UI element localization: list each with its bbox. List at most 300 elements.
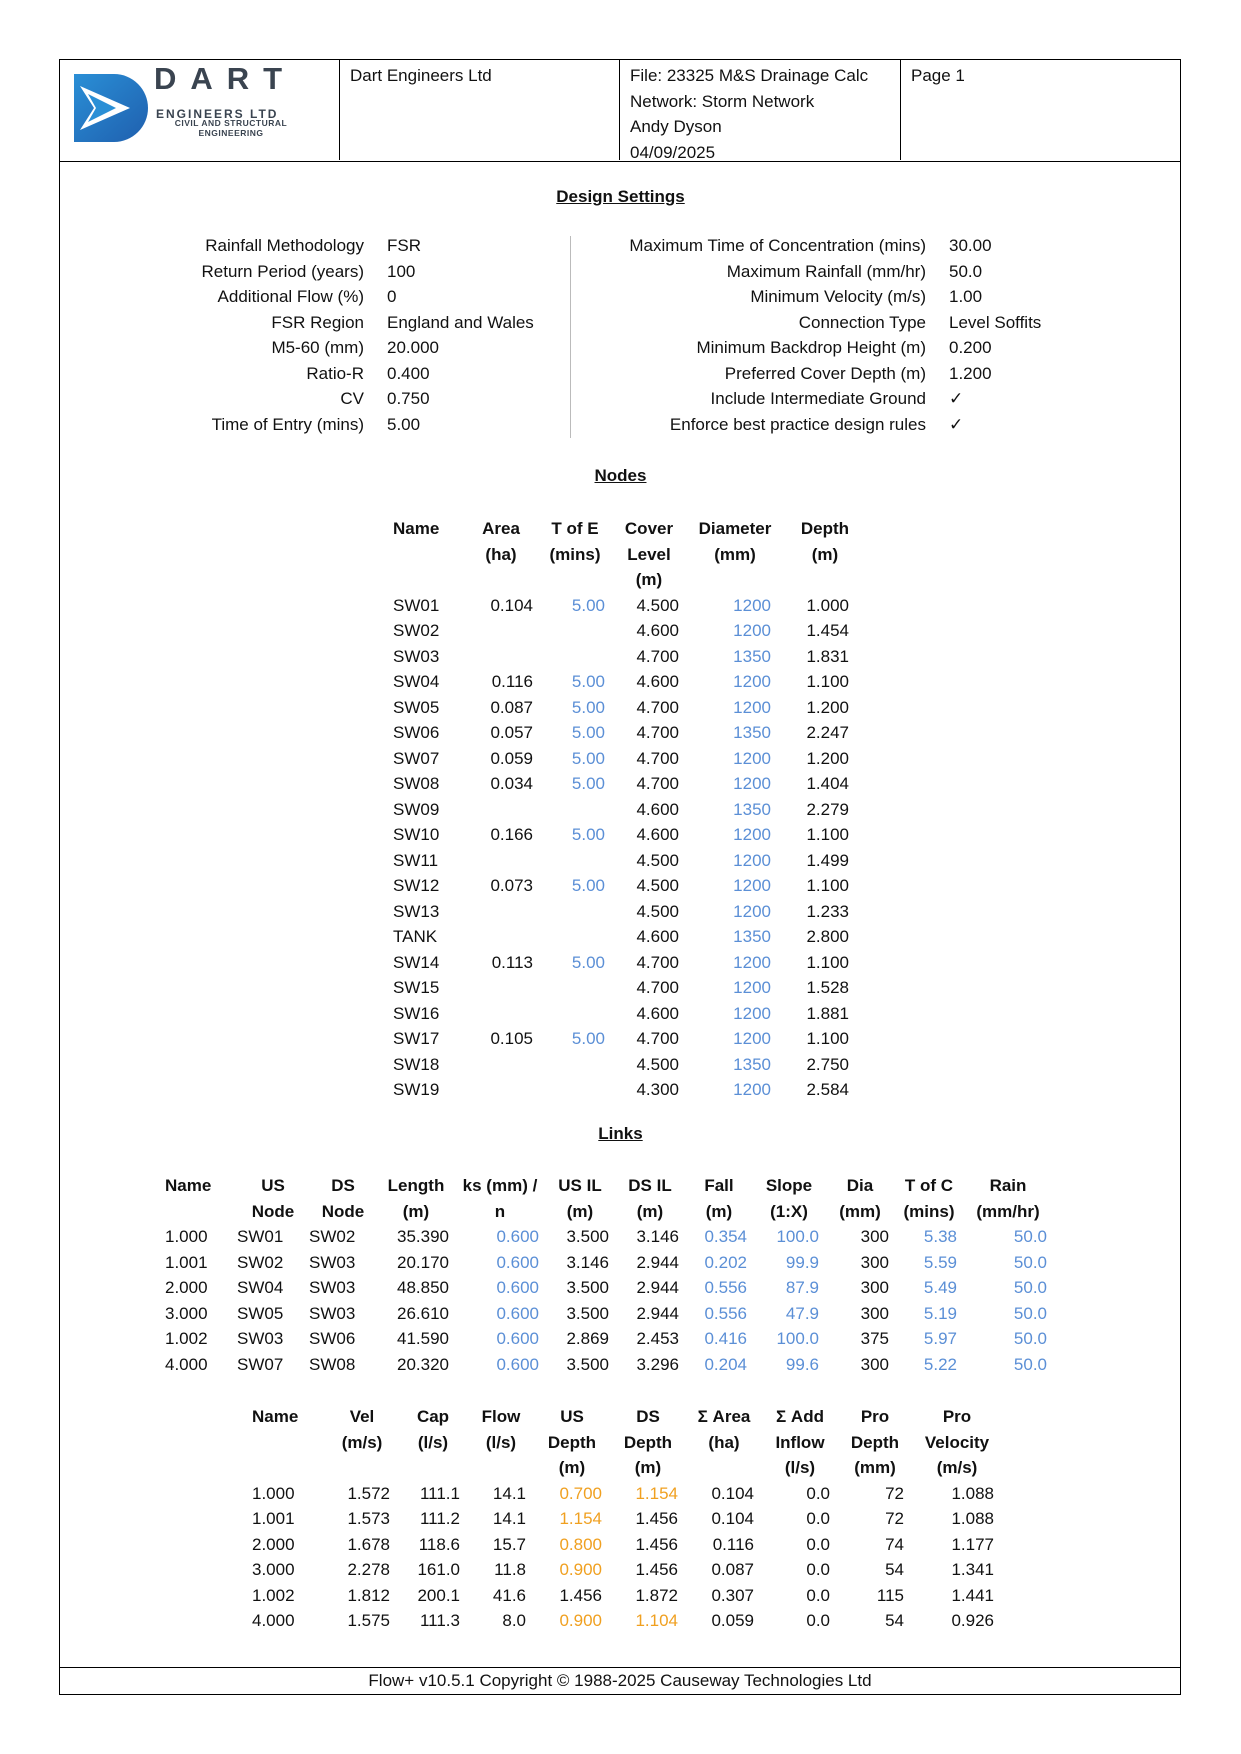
node-row [393,644,865,670]
node-cell: 0.073 [490,876,533,895]
network-name: Network: Storm Network [630,91,815,111]
node-cell: 1200 [733,952,771,972]
results-col-header-text: Pro Depth (mm) [850,1407,900,1477]
links-col-header [237,1173,309,1224]
links-col-header-text: Rain (mm/hr) [976,1176,1040,1221]
links-header-row [165,1173,1053,1224]
setting-value: 30.00 [949,236,992,255]
result-row [252,1506,1002,1532]
node-cell: 4.600 [636,825,679,844]
link-cell: 99.6 [785,1354,819,1374]
result-cell: 1.002 [252,1585,295,1605]
setting-value: 20.000 [387,338,439,357]
node-row [393,899,865,925]
design-settings-title: Design Settings [556,187,685,206]
links-col-header-text: Name [165,1176,212,1195]
result-cell: 1.572 [347,1483,390,1503]
dart-logo-icon [74,72,154,144]
result-cell: 1.678 [347,1534,390,1554]
link-cell: 0.600 [496,1252,539,1272]
result-cell: 0.0 [806,1509,830,1528]
node-cell: 2.247 [806,723,849,742]
node-cell [465,797,537,823]
node-cell: SW13 [393,901,440,921]
links-col-header [963,1173,1053,1224]
result-cell: 118.6 [418,1534,460,1554]
node-cell: SW16 [393,1003,440,1023]
link-cell: 100.0 [776,1329,819,1348]
node-cell [537,975,613,1001]
link-cell: 300 [860,1354,889,1374]
links-col-header [455,1173,545,1224]
results-col-header [468,1404,534,1481]
node-cell: 1.000 [806,595,849,615]
result-cell: 54 [885,1560,904,1579]
node-cell: 4.700 [636,646,679,666]
node-cell: 1200 [733,748,771,768]
node-cell: SW19 [393,1080,440,1099]
node-row [393,975,865,1001]
result-cell: 14.1 [492,1483,526,1503]
results-col-header-text: Cap (l/s) [416,1407,450,1452]
node-row [393,1052,865,1078]
link-cell: SW08 [309,1354,356,1374]
link-cell: 47.9 [785,1303,819,1323]
header [60,60,1180,162]
result-cell: 0.0 [806,1560,830,1579]
node-cell: 0.034 [490,774,533,793]
link-cell: 2.944 [636,1252,679,1272]
results-col-header [762,1404,838,1481]
links-col-header-text: DS Node [321,1176,365,1221]
node-row [393,720,865,746]
result-cell: 72 [885,1483,904,1503]
setting-label: Rainfall Methodology [205,236,364,255]
result-cell: 1.573 [347,1509,390,1528]
node-cell: 4.500 [636,901,679,921]
node-cell: 1200 [733,850,771,870]
node-cell: 4.500 [636,850,679,870]
link-cell: 0.600 [496,1354,539,1374]
node-cell: 1200 [733,621,771,640]
result-row [252,1583,1002,1609]
link-cell: 50.0 [1013,1329,1047,1348]
node-cell [465,975,537,1001]
logo-subtitle: ENGINEERS LTD [156,107,279,121]
links-col-header-text: ks (mm) / n [462,1176,538,1221]
links-col-header-text: US IL (m) [558,1176,602,1221]
link-cell: 300 [860,1278,889,1297]
node-cell: SW11 [393,850,439,870]
node-cell: 1200 [733,1029,771,1048]
result-cell: 0.116 [712,1534,754,1554]
link-cell: SW05 [237,1303,284,1323]
setting-value: England and Wales [387,312,534,332]
link-cell: 3.296 [636,1354,679,1374]
link-cell: 0.204 [704,1354,747,1374]
page-cell [901,60,1180,160]
result-cell: 1.341 [951,1560,994,1579]
nodes-col-header [613,516,685,593]
results-header-row [252,1404,1002,1481]
link-cell: 99.9 [785,1252,819,1272]
node-cell: 1350 [733,927,771,946]
node-cell [537,797,613,823]
node-cell: SW09 [393,799,440,819]
node-cell: 4.700 [636,1029,679,1048]
node-cell: 1200 [733,672,771,691]
node-cell: 1.881 [806,1003,849,1023]
link-cell: 3.500 [566,1227,609,1246]
node-cell [465,644,537,670]
link-row [165,1224,1053,1250]
node-cell [465,1077,537,1103]
node-cell: 5.00 [571,697,605,717]
nodes-col-header [537,516,613,593]
node-row [393,924,865,950]
node-cell: SW18 [393,1054,440,1074]
node-cell: 1.100 [806,672,849,691]
author-name: Andy Dyson [630,117,722,136]
link-row [165,1352,1053,1378]
link-cell: 3.500 [566,1303,609,1323]
node-row [393,593,865,619]
link-cell: 3.146 [636,1227,679,1246]
node-row [393,797,865,823]
node-cell [465,848,537,874]
nodes-col-header [465,516,537,593]
results-col-header [686,1404,762,1481]
doc-date: 04/09/2025 [630,142,716,162]
node-row [393,669,865,695]
node-cell: 0.104 [490,595,533,615]
node-cell: SW06 [393,723,440,742]
node-cell: 5.00 [571,774,605,793]
result-cell: 115 [876,1585,904,1605]
result-cell: 1.456 [635,1560,678,1579]
result-cell: 0.800 [559,1534,602,1554]
result-cell: 2.000 [252,1534,295,1554]
node-cell: SW04 [393,672,440,691]
logo-cell [60,60,340,160]
nodes-col-header-text: Area (ha) [482,519,520,564]
node-cell: 4.700 [636,952,679,972]
node-cell: 1200 [733,697,771,717]
result-row [252,1557,1002,1583]
node-row [393,848,865,874]
node-cell: SW03 [393,646,440,666]
result-cell: 111.3 [419,1611,460,1630]
link-row [165,1326,1053,1352]
node-cell: 1.404 [806,774,849,793]
node-cell: 4.600 [636,621,679,640]
result-cell: 1.088 [951,1483,994,1503]
results-col-header [398,1404,468,1481]
node-cell: 5.00 [571,723,605,742]
node-cell: 1200 [733,978,771,997]
dart-logo [74,72,154,152]
node-cell [465,1001,537,1027]
result-cell: 1.872 [635,1585,678,1605]
results-col-header [252,1404,326,1481]
result-cell: 111.2 [419,1509,460,1528]
link-cell: 41.590 [397,1329,449,1348]
link-cell: SW02 [237,1252,284,1272]
node-cell: 4.700 [636,978,679,997]
link-cell: 26.610 [397,1303,449,1323]
node-cell: 1.499 [806,850,849,870]
page-number: Page 1 [911,66,965,85]
node-cell: 1.200 [806,748,849,768]
nodes-col-header [393,516,465,593]
result-cell: 0.104 [711,1483,754,1503]
result-cell: 8.0 [502,1611,526,1630]
link-cell: 0.416 [704,1329,747,1348]
setting-label: Time of Entry (mins) [211,414,364,434]
links-col-header [685,1173,753,1224]
node-row [393,771,865,797]
link-cell: 300 [860,1303,889,1323]
node-cell: 1.831 [806,646,849,666]
node-cell [537,1077,613,1103]
setting-value: 0 [387,287,397,306]
setting-value: 1.200 [949,363,992,383]
node-cell [537,1052,613,1078]
link-cell: 35.390 [397,1227,449,1246]
node-cell: 5.00 [571,672,605,691]
nodes-col-header-text: Depth (m) [800,519,850,564]
links-col-header-text: Dia (mm) [839,1176,881,1221]
node-cell: SW10 [393,825,440,844]
setting-value: 5.00 [387,414,421,434]
link-cell: 3.500 [566,1278,609,1297]
link-cell: 50.0 [1013,1303,1047,1323]
node-cell: 5.00 [571,1029,605,1048]
link-cell: 300 [860,1252,889,1272]
node-cell: 5.00 [571,825,605,844]
node-cell: 5.00 [571,876,605,895]
setting-value: 50.0 [949,261,983,281]
links-col-header [825,1173,895,1224]
link-cell: 0.600 [496,1303,539,1323]
company-name: Dart Engineers Ltd [350,66,492,85]
links-title: Links [598,1124,643,1143]
node-cell: SW14 [393,952,440,972]
setting-label: CV [340,389,364,408]
link-cell: 1.001 [165,1252,208,1272]
link-cell: SW03 [309,1303,356,1323]
node-cell: SW15 [393,978,440,997]
node-cell: TANK [393,927,438,946]
node-cell: 0.116 [491,672,533,691]
result-cell: 0.700 [559,1483,602,1503]
result-cell: 0.087 [711,1560,754,1579]
result-cell: 1.177 [951,1534,994,1554]
node-cell: 1350 [733,646,771,666]
node-cell: 4.500 [636,876,679,895]
link-cell: 5.97 [923,1329,957,1348]
results-table [252,1404,1002,1634]
result-cell: 0.0 [806,1585,830,1605]
node-cell [465,924,537,950]
result-cell: 74 [885,1534,904,1554]
node-cell: 1200 [733,595,771,615]
setting-label: Minimum Backdrop Height (m) [696,338,926,357]
setting-label: Maximum Rainfall (mm/hr) [726,261,926,281]
link-cell: 0.354 [704,1227,747,1246]
link-cell: 0.600 [496,1329,539,1348]
results-col-header [912,1404,1002,1481]
node-cell: SW07 [393,748,440,768]
link-cell: 3.146 [566,1252,609,1272]
result-cell: 1.456 [635,1534,678,1554]
link-cell: 5.38 [923,1227,957,1246]
link-cell: 5.49 [923,1278,957,1297]
node-cell: 4.700 [636,748,679,768]
node-cell: 1.100 [806,952,849,972]
setting-label: Ratio-R [306,363,364,383]
link-cell: SW03 [309,1252,356,1272]
node-cell: 1350 [733,1054,771,1074]
node-row [393,950,865,976]
link-cell: SW07 [237,1354,284,1374]
nodes-title: Nodes [594,466,647,485]
link-cell: 375 [860,1329,889,1348]
results-col-header-text: Name [252,1407,299,1426]
results-col-header [534,1404,610,1481]
link-cell: 2.000 [165,1278,208,1297]
result-cell: 14.1 [492,1509,526,1528]
results-col-header-text: Vel (m/s) [341,1407,383,1452]
result-cell: 0.307 [711,1585,754,1605]
result-cell: 111.1 [419,1483,460,1503]
links-col-header-text: Length (m) [387,1176,445,1221]
setting-value: FSR [387,236,421,255]
result-cell: 0.900 [559,1611,602,1630]
results-col-header [326,1404,398,1481]
node-cell [537,848,613,874]
result-cell: 1.000 [252,1483,295,1503]
node-cell [537,618,613,644]
node-row [393,695,865,721]
links-col-header [545,1173,615,1224]
node-cell: 1200 [733,901,771,921]
link-cell: SW03 [237,1329,284,1348]
result-cell: 11.8 [494,1560,526,1579]
file-info-cell [620,60,901,160]
links-col-header [615,1173,685,1224]
setting-value: ✓ [949,389,964,408]
node-cell: 5.00 [571,952,605,972]
node-cell: 4.500 [636,1054,679,1074]
node-cell: 5.00 [571,595,605,615]
result-cell: 0.900 [559,1560,602,1579]
link-row [165,1301,1053,1327]
setting-label: Include Intermediate Ground [710,389,926,408]
node-cell: 1200 [733,774,771,793]
node-cell [537,1001,613,1027]
link-cell: 4.000 [165,1354,208,1374]
node-cell: 1.100 [806,876,849,895]
result-cell: 1.104 [635,1611,678,1630]
node-cell: 2.750 [806,1054,849,1074]
nodes-col-header [685,516,785,593]
link-cell: 50.0 [1013,1252,1047,1272]
node-cell [465,1052,537,1078]
link-cell: 50.0 [1013,1278,1047,1297]
setting-value: 0.200 [949,338,992,357]
link-cell: 5.22 [923,1354,957,1374]
setting-value: 1.00 [949,287,983,306]
node-cell: 0.087 [490,697,533,717]
node-cell: 5.00 [571,748,605,768]
setting-label: FSR Region [271,312,364,332]
node-cell: SW02 [393,621,440,640]
results-col-header-text: Pro Velocity (m/s) [924,1407,990,1477]
link-cell: 1.002 [165,1329,208,1348]
link-cell: 48.850 [397,1278,449,1297]
logo-wordmark: DART [154,61,297,96]
nodes-table [393,516,865,1103]
results-col-header [838,1404,912,1481]
link-cell: 5.59 [923,1252,957,1272]
setting-label: Preferred Cover Depth (m) [724,363,926,383]
node-cell: 4.600 [636,927,679,946]
link-cell: SW03 [309,1278,356,1297]
nodes-header-row [393,516,865,593]
node-cell: 4.600 [636,1003,679,1023]
node-cell: 1200 [733,825,771,844]
setting-label: Maximum Time of Concentration (mins) [629,236,926,255]
result-cell: 1.088 [951,1509,994,1528]
result-cell: 1.575 [347,1611,390,1630]
result-cell: 161.0 [417,1560,460,1579]
link-cell: SW02 [309,1227,356,1246]
node-cell: 1.100 [806,825,849,844]
result-cell: 1.154 [559,1509,602,1528]
links-col-header [309,1173,377,1224]
link-row [165,1275,1053,1301]
result-cell: 0.0 [806,1534,830,1554]
link-cell: 5.19 [923,1303,957,1323]
node-cell: 4.600 [636,799,679,819]
link-cell: 300 [860,1227,889,1246]
links-col-header [753,1173,825,1224]
setting-label: Connection Type [798,312,926,332]
result-cell: 1.154 [635,1483,678,1503]
setting-value: 0.750 [387,389,430,408]
node-cell: 2.279 [806,799,849,819]
node-cell: 2.800 [806,927,849,946]
node-cell: 1.528 [806,978,849,997]
nodes-col-header-text: Diameter (mm) [698,519,772,564]
node-cell: 1200 [733,1003,771,1023]
links-col-header [895,1173,963,1224]
company-cell [340,60,620,160]
link-cell: SW04 [237,1278,284,1297]
results-col-header-text: Σ Add Inflow (l/s) [775,1407,825,1477]
node-cell: 1.100 [806,1029,849,1048]
node-row [393,873,865,899]
node-cell [537,644,613,670]
results-col-header-text: Flow (l/s) [481,1407,521,1452]
node-cell: 1.454 [806,621,849,640]
result-cell: 1.456 [559,1585,602,1605]
logo-tagline: CIVIL AND STRUCTURAL ENGINEERING [174,118,288,138]
setting-value: Level Soffits [949,312,1042,332]
link-row [165,1250,1053,1276]
setting-label: Additional Flow (%) [217,287,364,306]
